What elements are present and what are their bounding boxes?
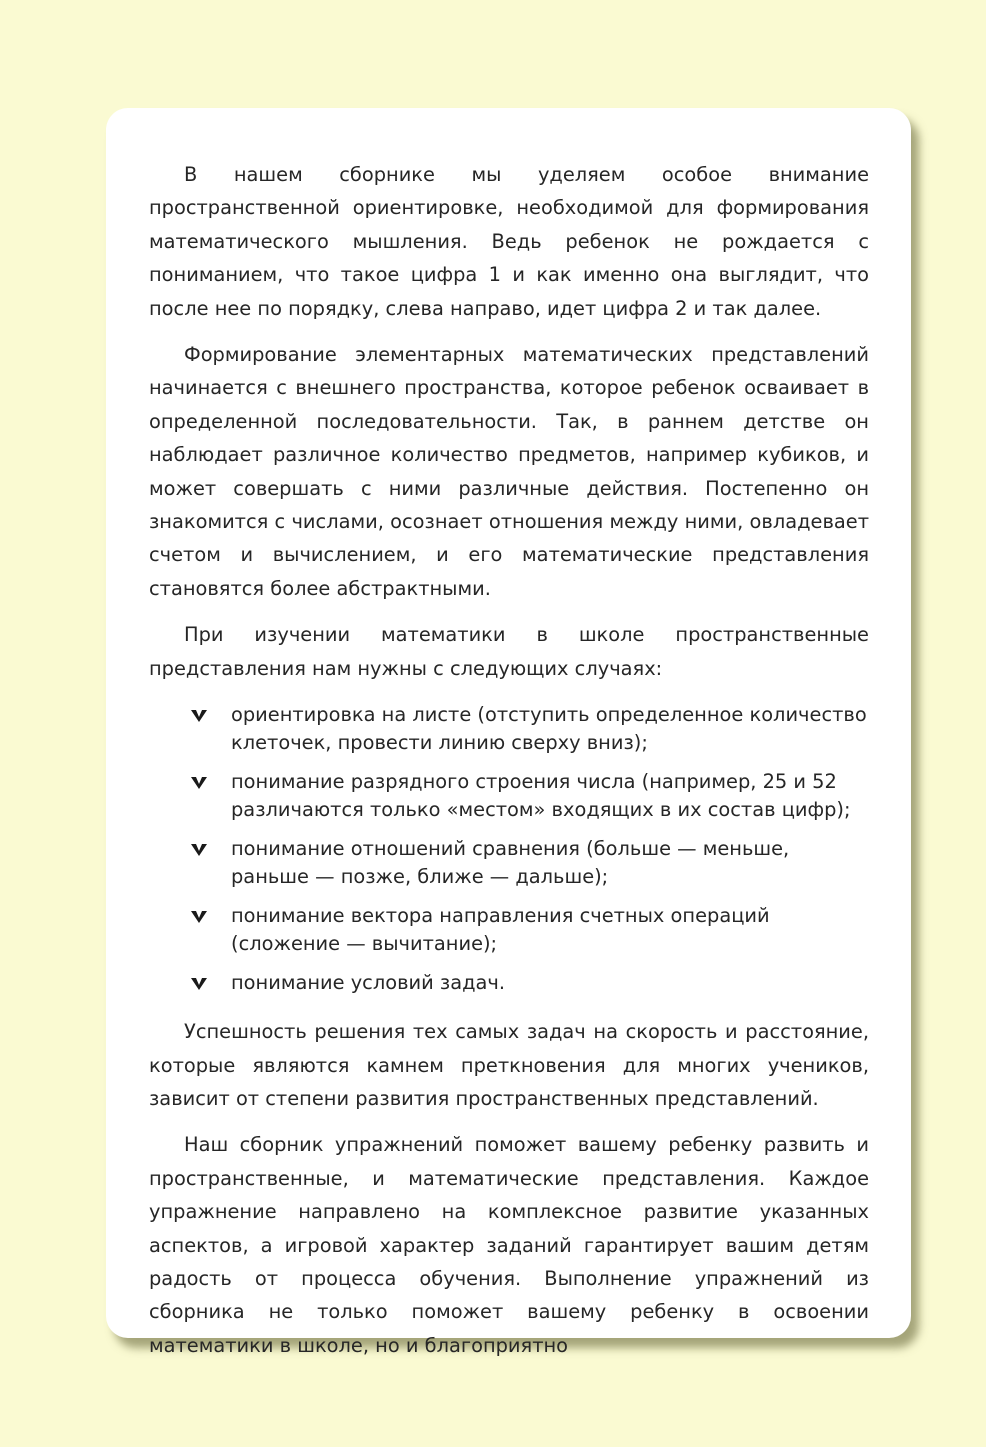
page-card	[106, 108, 911, 1357]
list-item-text: понимание отношений сравнения (больше — меньше, раньше — позже, ближе — дальше);	[231, 837, 790, 889]
list-item	[149, 768, 869, 824]
cases-list	[149, 701, 869, 997]
check-bullet-icon	[191, 775, 207, 791]
paragraph-formation: Формирование элементарных математических представлений начинается с внешнего пространства, которое ребенок осваивает в определенной последовательности. Так, в раннем детстве он наблюдает различное количество предметов, например кубиков, и может совершать с ними различные действия. Постепенно он знакомится с числами, осознает отношения между ними, овладевает счетом и вычислением, и его математические представления становятся более абстрактными.	[149, 343, 869, 600]
list-item	[149, 701, 869, 757]
list-item	[149, 902, 869, 958]
list-item-text: понимание вектора направления счетных операций (сложение — вычитание);	[231, 904, 770, 956]
paragraph-success: Успешность решения тех самых задач на скорость и расстояние, которые являются камнем преткновения для многих учеников, зависит от степени развития пространственных представлений.	[149, 1020, 869, 1110]
check-bullet-icon	[191, 708, 207, 724]
paragraph-collection: Наш сборник упражнений поможет вашему ребенку развить и пространственные, и математические представления. Каждое упражнение направлено на комплексное развитие указанных аспектов, а игровой характер заданий гарантирует вашим детям радость от процесса обучения. Выполнение упражнений из сборника не только поможет вашему ребенку в освоении математики в школе, но и благоприятно	[149, 1133, 869, 1357]
list-item	[149, 969, 869, 997]
paragraph-school: При изучении математики в школе пространственные представления нам нужны с следующих случаях:	[149, 623, 869, 680]
check-bullet-icon	[191, 976, 207, 992]
paragraph-intro: В нашем сборнике мы уделяем особое внимание пространственной ориентировке, необходимой для формирования математического мышления. Ведь ребенок не рождается с пониманием, что такое цифра 1 и как именно она выглядит, что после нее по порядку, слева направо, идет цифра 2 и так далее.	[149, 163, 869, 320]
page-content	[149, 158, 869, 1375]
check-bullet-icon	[191, 909, 207, 925]
list-item-text: понимание условий задач.	[231, 971, 505, 995]
list-item	[149, 835, 869, 891]
list-item-text: ориентировка на листе (отступить определенное количество клеточек, провести линию сверху вниз);	[231, 703, 867, 755]
list-item-text: понимание разрядного строения числа (например, 25 и 52 различаются только «местом» входящих в их состав цифр);	[231, 770, 851, 822]
check-bullet-icon	[191, 842, 207, 858]
